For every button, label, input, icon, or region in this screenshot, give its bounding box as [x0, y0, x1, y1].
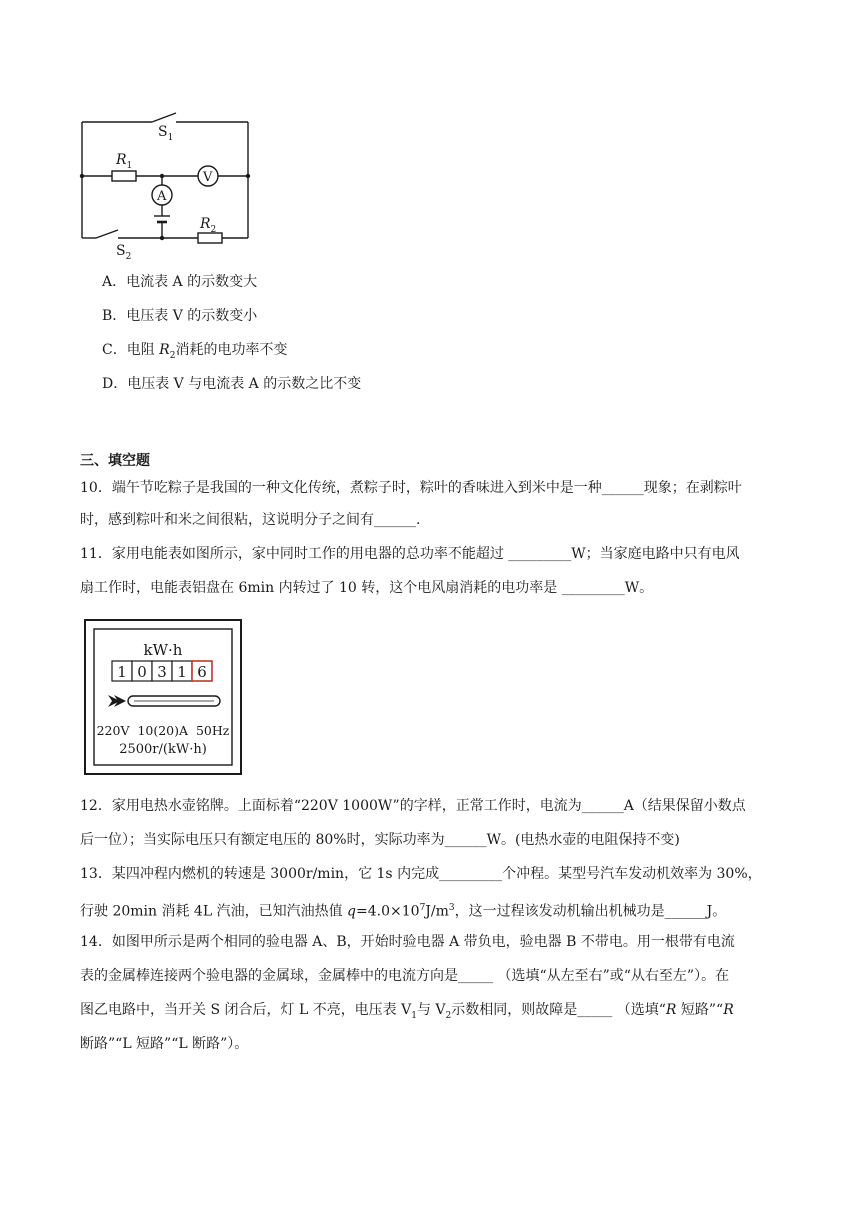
q14-line1: 14．如图甲所示是两个相同的验电器 A、B，开始时验电器 A 带负电，验电器 B 不带电。用一根带有电流	[80, 934, 735, 950]
meter-digit: 6	[197, 663, 207, 681]
q13-text: ，这一过程该发动机输出机械功是______J。	[454, 903, 727, 920]
q10-line2: 时，感到粽叶和米之间很粘，这说明分子之间有______.	[80, 512, 421, 528]
energy-meter	[84, 619, 244, 777]
q14-text: 示数相同，则故障是_____ （选填“	[451, 1002, 666, 1018]
meter-spec1: 220V 10(20)A 50Hz	[96, 723, 230, 738]
ammeter-label: A	[157, 189, 167, 204]
option-c-prefix: C．电阻	[102, 342, 160, 358]
r2-label: $R_2$	[200, 216, 217, 235]
option-d: D．电压表 V 与电流表 A 的示数之比不变	[102, 376, 362, 392]
option-c-suffix: 消耗的电功率不变	[175, 342, 288, 358]
q14-text: 与 V	[416, 1002, 446, 1018]
q13-exp: 3	[448, 903, 455, 913]
q14-line2: 表的金属棒连接两个验电器的金属球，金属棒中的电流方向是_____ （选填“从左至右”或“从右至左”）。在	[80, 968, 730, 984]
meter-digit: 0	[137, 663, 147, 681]
q12-line2: 后一位）；当实际电压只有额定电压的 80%时，实际功率为______W。(电热水壶的电阻保持不变)	[80, 832, 680, 848]
q14-sub: 1	[411, 1010, 417, 1021]
meter-unit: kW·h	[143, 641, 183, 659]
r1-label: $R_1$	[116, 152, 133, 171]
q13-line2	[80, 898, 726, 922]
option-a: A．电流表 A 的示数变大	[102, 274, 258, 290]
meter-digit: 1	[177, 663, 187, 681]
q13-text: J/m	[425, 903, 449, 920]
q11-line1: 11．家用电能表如图所示，家中同时工作的用电器的总功率不能超过 _________W；当家庭电路中只有电风	[80, 546, 740, 562]
q14-line3	[80, 1000, 734, 1026]
option-c-sub: 2	[169, 350, 176, 361]
option-c-var: R	[159, 342, 170, 358]
section-title: 三、填空题	[80, 453, 150, 469]
q14-text: 图乙电路中，当开关 S 闭合后，灯 L 不亮，电压表 V	[80, 1002, 412, 1018]
q10-line1: 10．端午节吃粽子是我国的一种文化传统，煮粽子时，粽叶的香味进入到米中是一种______现象；在剥粽叶	[80, 480, 742, 496]
q14-var: R	[665, 1002, 677, 1018]
q14-sub: 2	[445, 1010, 452, 1021]
meter-spec2: 2500r/(kW·h)	[119, 742, 207, 757]
voltmeter-label: V	[203, 170, 213, 185]
meter-digit: 1	[117, 663, 127, 681]
q13-line1: 13．某四冲程内燃机的转速是 3000r/min，它 1s 内完成_________个冲程。某型号汽车发动机效率为 30%，	[80, 866, 762, 882]
q13-var: q	[347, 903, 357, 920]
q11-line2: 扇工作时，电能表铝盘在 6min 内转过了 10 转，这个电风扇消耗的电功率是 _________W。	[80, 580, 654, 596]
q14-text: 短路”“	[676, 1002, 724, 1018]
q13-text: 行驶 20min 消耗 4L 汽油，已知汽油热值	[80, 903, 348, 920]
q12-line1: 12．家用电热水壶铭牌。上面标着“220V 1000W”的字样，正常工作时，电流为______A（结果保留小数点	[80, 798, 746, 814]
option-b: B．电压表 V 的示数变小	[102, 308, 258, 324]
meter-digit: 3	[157, 663, 167, 681]
s2-label: $S_2$	[116, 243, 132, 260]
q14-var: R	[723, 1002, 734, 1018]
q13-text: =4.0×10	[356, 903, 420, 920]
circuit-diagram	[72, 108, 262, 260]
s1-label: $S_1$	[158, 124, 174, 143]
q14-line4: 断路”“L 短路”“L 断路”）。	[80, 1036, 249, 1052]
q13-exp: 7	[419, 903, 426, 913]
option-c	[102, 340, 287, 366]
